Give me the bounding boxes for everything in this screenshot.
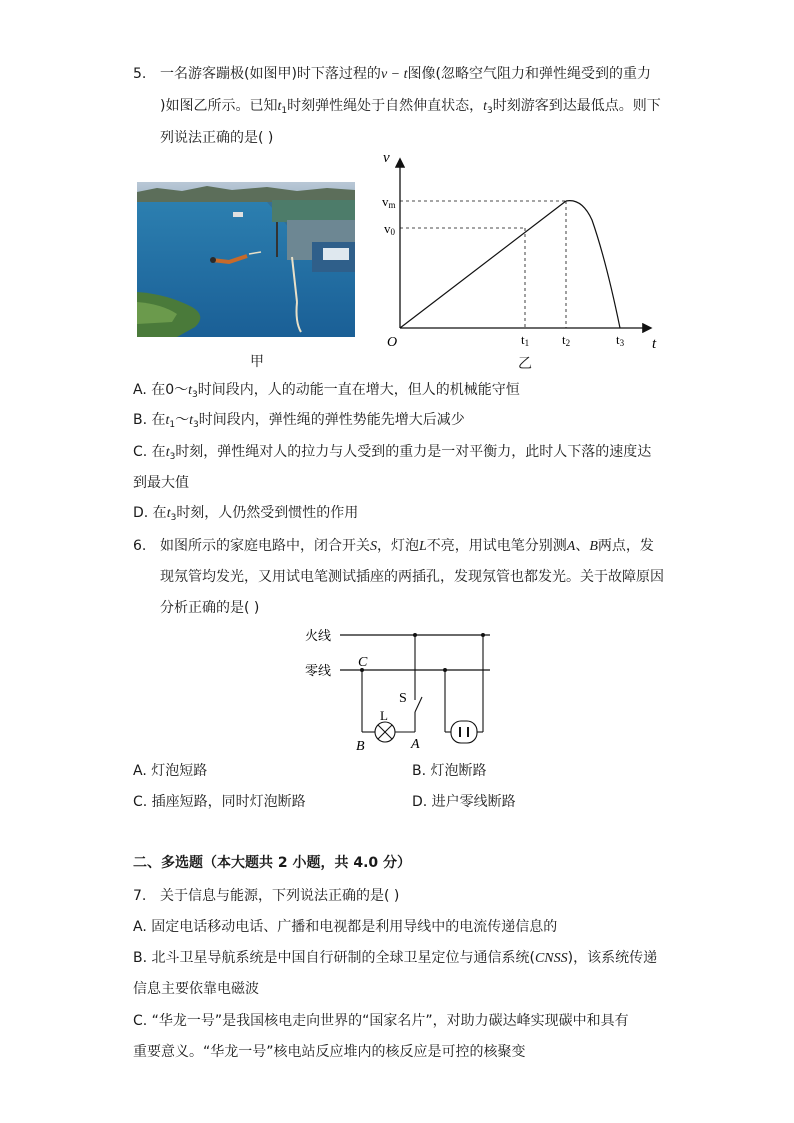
q6-option-d: D. 进户零线断路 xyxy=(412,794,516,810)
q7-stem: 关于信息与能源，下列说法正确的是( ) xyxy=(160,888,400,904)
origin-label: O xyxy=(387,335,398,350)
socket-icon xyxy=(451,721,477,743)
q5-option-b: B. 在$t_1\sim t_3$时间段内，弹性绳的弹性势能先增大后减少 xyxy=(133,412,465,430)
t1-label: t1 xyxy=(521,332,530,348)
q5-stem-line3: 列说法正确的是( ) xyxy=(160,130,274,146)
v-t-symbol: v − t xyxy=(380,67,408,82)
q5-option-a: A. 在$0\sim t_3$时间段内，人的动能一直在增大，但人的机械能守恒 xyxy=(133,382,520,400)
figure-b-caption: 乙 xyxy=(518,356,532,372)
q6-stem-line2: 现氖管均发光，又用试电笔测试插座的两插孔，发现氖管也都发光。关于故障原因 xyxy=(160,569,664,585)
q7-option-c-line2: 重要意义。“华龙一号”核电站反应堆内的核反应是可控的核聚变 xyxy=(133,1044,526,1060)
x-axis-label: t xyxy=(652,336,657,352)
velocity-curve xyxy=(566,201,620,328)
point-c-label: C xyxy=(358,655,368,670)
q6-option-c: C. 插座短路，同时灯泡断路 xyxy=(133,794,306,810)
t2-label: t2 xyxy=(562,332,571,348)
q5-stem-line1: 一名游客蹦极(如图甲)时下落过程的v − t图像(忽略空气阻力和弹性绳受到的重力 xyxy=(160,66,651,82)
q6-stem-line1: 如图所示的家庭电路中，闭合开关S，灯泡L不亮，用试电笔分别测A、B两点，发 xyxy=(160,538,654,554)
q7-option-a: A. 固定电话移动电话、广播和电视都是利用导线中的电流传递信息的 xyxy=(133,919,558,935)
point-b-label: B xyxy=(356,739,365,754)
switch-icon xyxy=(415,697,422,712)
y-axis-label: v xyxy=(383,150,390,166)
switch-label: S xyxy=(399,691,407,706)
q5-number: 5. xyxy=(133,66,147,82)
q5-option-c-line2: 到最大值 xyxy=(133,475,189,491)
q7-option-c: C. “华龙一号”是我国核电走向世界的“国家名片”，对助力碳达峰实现碳中和具有 xyxy=(133,1013,629,1029)
q7-option-b-line2: 信息主要依靠电磁波 xyxy=(133,981,259,997)
vm-label: vm xyxy=(382,194,396,210)
t3-label: t3 xyxy=(616,332,625,348)
point-a-label: A xyxy=(411,737,420,752)
q6-option-b: B. 灯泡断路 xyxy=(412,763,487,779)
live-wire-label: 火线 xyxy=(305,628,332,643)
v-t-graph xyxy=(370,150,670,370)
bulb-label: L xyxy=(380,708,388,723)
bungee-photo xyxy=(137,182,355,337)
q6-option-a: A. 灯泡短路 xyxy=(133,763,208,779)
velocity-line xyxy=(400,201,566,328)
q6-number: 6. xyxy=(133,538,147,554)
q7-option-b: B. 北斗卫星导航系统是中国自行研制的全球卫星定位与通信系统(CNSS)，该系统传递 xyxy=(133,950,658,966)
q7-number: 7. xyxy=(133,888,147,904)
q5-option-c: C. 在$t_3$时刻，弹性绳对人的拉力与人受到的重力是一对平衡力，此时人下落的速度达 xyxy=(133,444,652,462)
v0-label: v0 xyxy=(384,221,395,237)
q5-option-d: D. 在$t_3$时刻，人仍然受到惯性的作用 xyxy=(133,505,359,523)
neutral-wire-label: 零线 xyxy=(305,663,332,678)
q6-stem-line3: 分析正确的是( ) xyxy=(160,600,260,616)
q5-stem-line2: )如图乙所示。已知$t_1$时刻弹性绳处于自然伸直状态，$t_3$时刻游客到达最低点。则下 xyxy=(160,98,661,116)
figure-a-caption: 甲 xyxy=(250,354,264,370)
section-2-heading: 二、多选题（本大题共 2 小题，共 4.0 分） xyxy=(133,855,412,871)
household-circuit-diagram xyxy=(300,622,500,757)
